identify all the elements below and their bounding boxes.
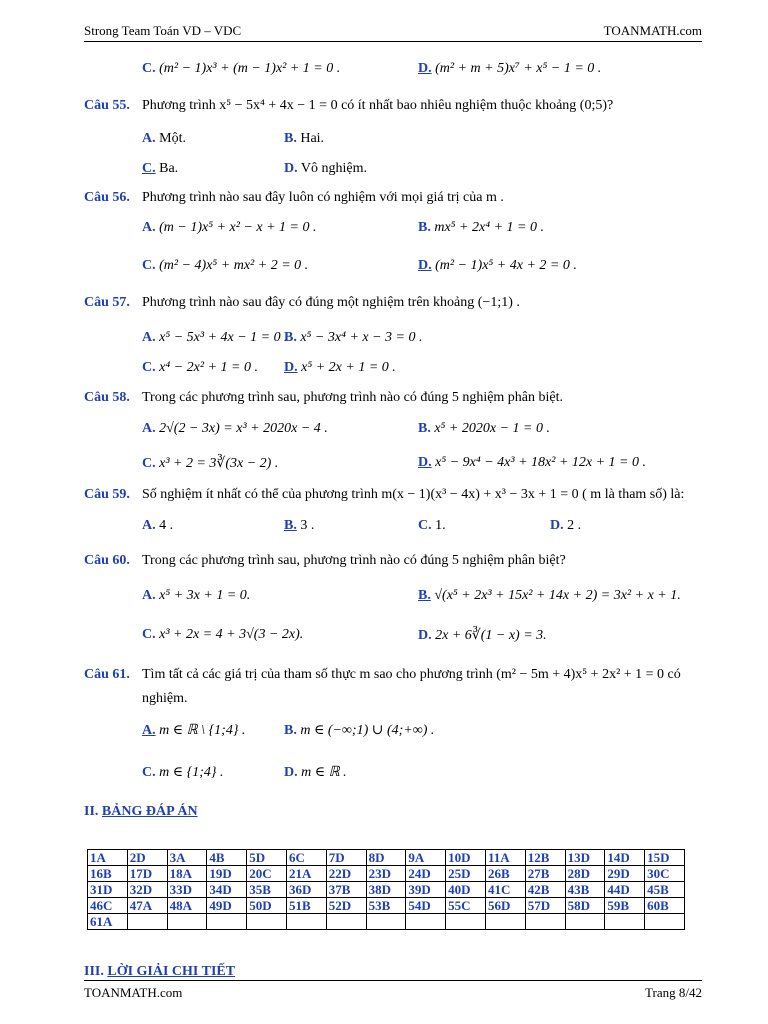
table-cell: [446, 914, 486, 930]
question-number: Câu 58.: [84, 390, 130, 405]
section-title: LỜI GIẢI CHI TIẾT: [107, 964, 236, 979]
option-label: C.: [142, 360, 156, 375]
question-text-continued: nghiệm.: [142, 691, 188, 706]
option-label: B.: [418, 588, 431, 603]
option-text: 2√(2 − 3x) = x³ + 2020x − 4 .: [159, 421, 328, 436]
table-cell: 49D: [207, 898, 247, 914]
table-cell: [167, 914, 207, 930]
option-c-prev: [142, 61, 340, 77]
question-57: [84, 295, 520, 311]
table-cell: 43B: [565, 882, 605, 898]
option-b: [418, 588, 681, 604]
option-text: x⁵ − 3x⁴ + x − 3 = 0 .: [300, 330, 423, 345]
option-text: Vô nghiệm.: [300, 161, 367, 176]
table-cell: 12B: [525, 850, 565, 866]
option-label: D.: [284, 360, 298, 375]
table-cell: 25D: [446, 866, 486, 882]
option-text: x³ + 2 = 3∛(3x − 2) .: [159, 456, 279, 471]
option-b: [284, 722, 434, 739]
page-number: Trang 8/42: [645, 985, 702, 1000]
answer-key-table: [87, 849, 685, 930]
table-cell: 57D: [525, 898, 565, 914]
table-cell: 23D: [366, 866, 406, 882]
question-number: Câu 60.: [84, 553, 130, 568]
table-cell: 31D: [88, 882, 128, 898]
option-text: (m² − 4)x⁵ + mx² + 2 = 0 .: [159, 258, 309, 273]
table-cell: 9A: [406, 850, 446, 866]
table-cell: 41C: [485, 882, 525, 898]
section-answer-key-heading: [84, 804, 198, 820]
option-label: D.: [284, 765, 298, 780]
question-number: Câu 55.: [84, 98, 130, 113]
option-label: A.: [142, 518, 156, 533]
table-cell: [406, 914, 446, 930]
option-text: Một.: [159, 131, 186, 146]
option-b: [418, 220, 544, 236]
option-text: 4 .: [159, 518, 174, 533]
table-cell: [247, 914, 287, 930]
table-cell: 19D: [207, 866, 247, 882]
table-cell: 46C: [88, 898, 128, 914]
option-label: C.: [142, 765, 156, 780]
option-label: D.: [284, 161, 298, 176]
table-cell: [485, 914, 525, 930]
table-cell: 16B: [88, 866, 128, 882]
option-text: x⁵ + 2020x − 1 = 0 .: [434, 421, 550, 436]
table-cell: 32D: [127, 882, 167, 898]
option-label: A.: [142, 131, 156, 146]
option-text: Ba.: [159, 161, 179, 176]
question-text: Số nghiệm ít nhất có thể của phương trình m(x − 1)(x³ − 4x) + x³ − 3x + 1 = 0 ( m là tham số) là:: [142, 487, 685, 502]
option-text: (m² − 1)x⁵ + 4x + 2 = 0 .: [435, 258, 577, 273]
option-b: [284, 518, 314, 534]
table-cell: 27B: [525, 866, 565, 882]
option-text: x³ + 2x = 4 + 3√(3 − 2x).: [159, 627, 304, 642]
option-b: [284, 330, 423, 346]
option-a: [142, 220, 317, 236]
table-cell: 20C: [247, 866, 287, 882]
option-text: m ∈ ℝ .: [301, 765, 347, 780]
table-cell: 14D: [605, 850, 645, 866]
option-d: [418, 258, 577, 274]
table-cell: 47A: [127, 898, 167, 914]
table-cell: 54D: [406, 898, 446, 914]
option-c: [142, 627, 303, 643]
option-c: [418, 518, 446, 534]
table-cell: 51B: [286, 898, 326, 914]
option-text: x⁵ − 5x³ + 4x − 1 = 0 .: [159, 330, 288, 345]
option-b: [418, 421, 550, 437]
table-cell: 10D: [446, 850, 486, 866]
table-cell: 24D: [406, 866, 446, 882]
question-number: Câu 61.: [84, 667, 130, 682]
table-cell: [565, 914, 605, 930]
option-text: 2 .: [567, 518, 582, 533]
table-cell: 38D: [366, 882, 406, 898]
question-59: [84, 487, 684, 503]
table-cell: [286, 914, 326, 930]
option-text: (m² − 1)x³ + (m − 1)x² + 1 = 0 .: [159, 61, 341, 76]
table-row: [88, 882, 685, 898]
option-label: B.: [284, 330, 297, 345]
table-cell: 36D: [286, 882, 326, 898]
question-text: Tìm tất cả các giá trị của tham số thực m sao cho phương trình (m² − 5m + 4)x⁵ + 2x² + 1 = 0 có: [142, 667, 681, 682]
option-d: [418, 455, 646, 471]
table-cell: 44D: [605, 882, 645, 898]
section-solutions-heading: [84, 964, 235, 980]
table-cell: 56D: [485, 898, 525, 914]
question-number: Câu 59.: [84, 487, 130, 502]
question-text: Trong các phương trình sau, phương trình nào có đúng 5 nghiệm phân biệt.: [142, 390, 564, 405]
table-row: [88, 914, 685, 930]
option-label: B.: [284, 723, 297, 738]
question-text: Phương trình nào sau đây luôn có nghiệm với mọi giá trị của m .: [142, 190, 504, 205]
table-cell: [127, 914, 167, 930]
option-d: [284, 161, 367, 177]
table-row: [88, 898, 685, 914]
question-text: Phương trình x⁵ − 5x⁴ + 4x − 1 = 0 có ít nhất bao nhiêu nghiệm thuộc khoảng (0;5)?: [142, 98, 614, 113]
table-cell: 61A: [88, 914, 128, 930]
table-cell: 48A: [167, 898, 207, 914]
table-cell: 1A: [88, 850, 128, 866]
option-label: D.: [418, 61, 432, 76]
option-a: [142, 722, 245, 739]
table-row: [88, 866, 685, 882]
table-cell: [645, 914, 685, 930]
option-label: B.: [418, 220, 431, 235]
option-d-prev: [418, 61, 601, 77]
option-label: C.: [142, 627, 156, 642]
table-cell: [605, 914, 645, 930]
question-60: [84, 553, 566, 569]
table-cell: 33D: [167, 882, 207, 898]
option-d: [418, 627, 547, 644]
footer-left: TOANMATH.com: [84, 985, 183, 1000]
option-a: [142, 330, 288, 346]
question-text: Trong các phương trình sau, phương trình nào có đúng 5 nghiệm phân biệt?: [142, 553, 566, 568]
table-cell: 17D: [127, 866, 167, 882]
table-cell: 8D: [366, 850, 406, 866]
option-label: B.: [418, 421, 431, 436]
table-cell: 15D: [645, 850, 685, 866]
option-d: [550, 518, 581, 534]
table-cell: 50D: [247, 898, 287, 914]
option-label: A.: [142, 421, 156, 436]
table-cell: 7D: [326, 850, 366, 866]
option-label: B.: [284, 518, 297, 533]
option-text: 2x + 6∛(1 − x) = 3.: [435, 628, 547, 643]
option-label: D.: [418, 628, 432, 643]
table-cell: 42B: [525, 882, 565, 898]
option-text: 3 .: [300, 518, 315, 533]
option-label: A.: [142, 220, 156, 235]
option-label: C.: [418, 518, 432, 533]
option-text: Hai.: [300, 131, 325, 146]
option-text: x⁴ − 2x² + 1 = 0 .: [159, 360, 258, 375]
option-text: m ∈ (−∞;1) ∪ (4;+∞) .: [300, 723, 435, 738]
option-text: m ∈ ℝ \ {1;4} .: [159, 723, 246, 738]
table-cell: 30C: [645, 866, 685, 882]
option-text: x⁵ − 9x⁴ − 4x³ + 18x² + 12x + 1 = 0 .: [435, 455, 647, 470]
table-cell: 2D: [127, 850, 167, 866]
option-d: [284, 360, 396, 376]
option-label: D.: [418, 258, 432, 273]
table-cell: 21A: [286, 866, 326, 882]
option-label: C.: [142, 456, 156, 471]
table-cell: 11A: [485, 850, 525, 866]
header-rule: [84, 41, 702, 42]
table-cell: 52D: [326, 898, 366, 914]
table-cell: 35B: [247, 882, 287, 898]
option-a: [142, 518, 173, 534]
table-cell: 13D: [565, 850, 605, 866]
table-cell: 37B: [326, 882, 366, 898]
option-text: x⁵ + 3x + 1 = 0.: [159, 588, 251, 603]
table-cell: 60B: [645, 898, 685, 914]
header-left: Strong Team Toán VD – VDC: [84, 23, 242, 38]
option-text: x⁵ + 2x + 1 = 0 .: [301, 360, 396, 375]
table-cell: 34D: [207, 882, 247, 898]
section-title: BẢNG ĐÁP ÁN: [101, 804, 198, 819]
table-cell: 6C: [286, 850, 326, 866]
question-number: Câu 57.: [84, 295, 130, 310]
footer-rule: [84, 980, 702, 981]
option-a: [142, 131, 186, 147]
option-text: mx⁵ + 2x⁴ + 1 = 0 .: [434, 220, 544, 235]
option-c: [142, 161, 178, 177]
option-text: m ∈ {1;4} .: [159, 765, 224, 780]
table-cell: 45B: [645, 882, 685, 898]
option-label: D.: [550, 518, 564, 533]
option-label: C.: [142, 258, 156, 273]
table-cell: 22D: [326, 866, 366, 882]
table-cell: 3A: [167, 850, 207, 866]
table-cell: 58D: [565, 898, 605, 914]
table-cell: [525, 914, 565, 930]
option-a: [142, 588, 250, 604]
table-cell: 59B: [605, 898, 645, 914]
option-text: (m − 1)x⁵ + x² − x + 1 = 0 .: [159, 220, 317, 235]
table-cell: 29D: [605, 866, 645, 882]
option-c: [142, 764, 223, 781]
question-text: Phương trình nào sau đây có đúng một nghiệm trên khoảng (−1;1) .: [142, 295, 520, 310]
option-label: C.: [142, 161, 156, 176]
table-cell: 55C: [446, 898, 486, 914]
question-58: [84, 390, 563, 406]
section-prefix: II.: [84, 804, 102, 819]
option-d: [284, 764, 347, 781]
option-c: [142, 455, 278, 472]
table-cell: [207, 914, 247, 930]
option-text: 1.: [435, 518, 446, 533]
option-a: [142, 421, 328, 437]
section-prefix: III.: [84, 964, 108, 979]
option-text: (m² + m + 5)x⁷ + x⁵ − 1 = 0 .: [435, 61, 602, 76]
table-cell: 26B: [485, 866, 525, 882]
table-row: [88, 850, 685, 866]
option-label: A.: [142, 330, 156, 345]
option-label: C.: [142, 61, 156, 76]
table-cell: 53B: [366, 898, 406, 914]
option-text: √(x⁵ + 2x³ + 15x² + 14x + 2) = 3x² + x + 1.: [434, 588, 681, 603]
table-cell: 39D: [406, 882, 446, 898]
option-label: A.: [142, 723, 156, 738]
table-cell: [326, 914, 366, 930]
question-61: [84, 667, 681, 683]
table-cell: 18A: [167, 866, 207, 882]
question-56: [84, 190, 504, 206]
table-cell: 4B: [207, 850, 247, 866]
option-label: B.: [284, 131, 297, 146]
table-cell: [366, 914, 406, 930]
question-number: Câu 56.: [84, 190, 130, 205]
table-cell: 5D: [247, 850, 287, 866]
option-label: A.: [142, 588, 156, 603]
option-label: D.: [418, 455, 432, 470]
table-cell: 40D: [446, 882, 486, 898]
question-55: [84, 98, 613, 114]
option-c: [142, 360, 258, 376]
header-right: TOANMATH.com: [603, 23, 702, 38]
table-cell: 28D: [565, 866, 605, 882]
option-c: [142, 258, 308, 274]
option-b: [284, 131, 324, 147]
